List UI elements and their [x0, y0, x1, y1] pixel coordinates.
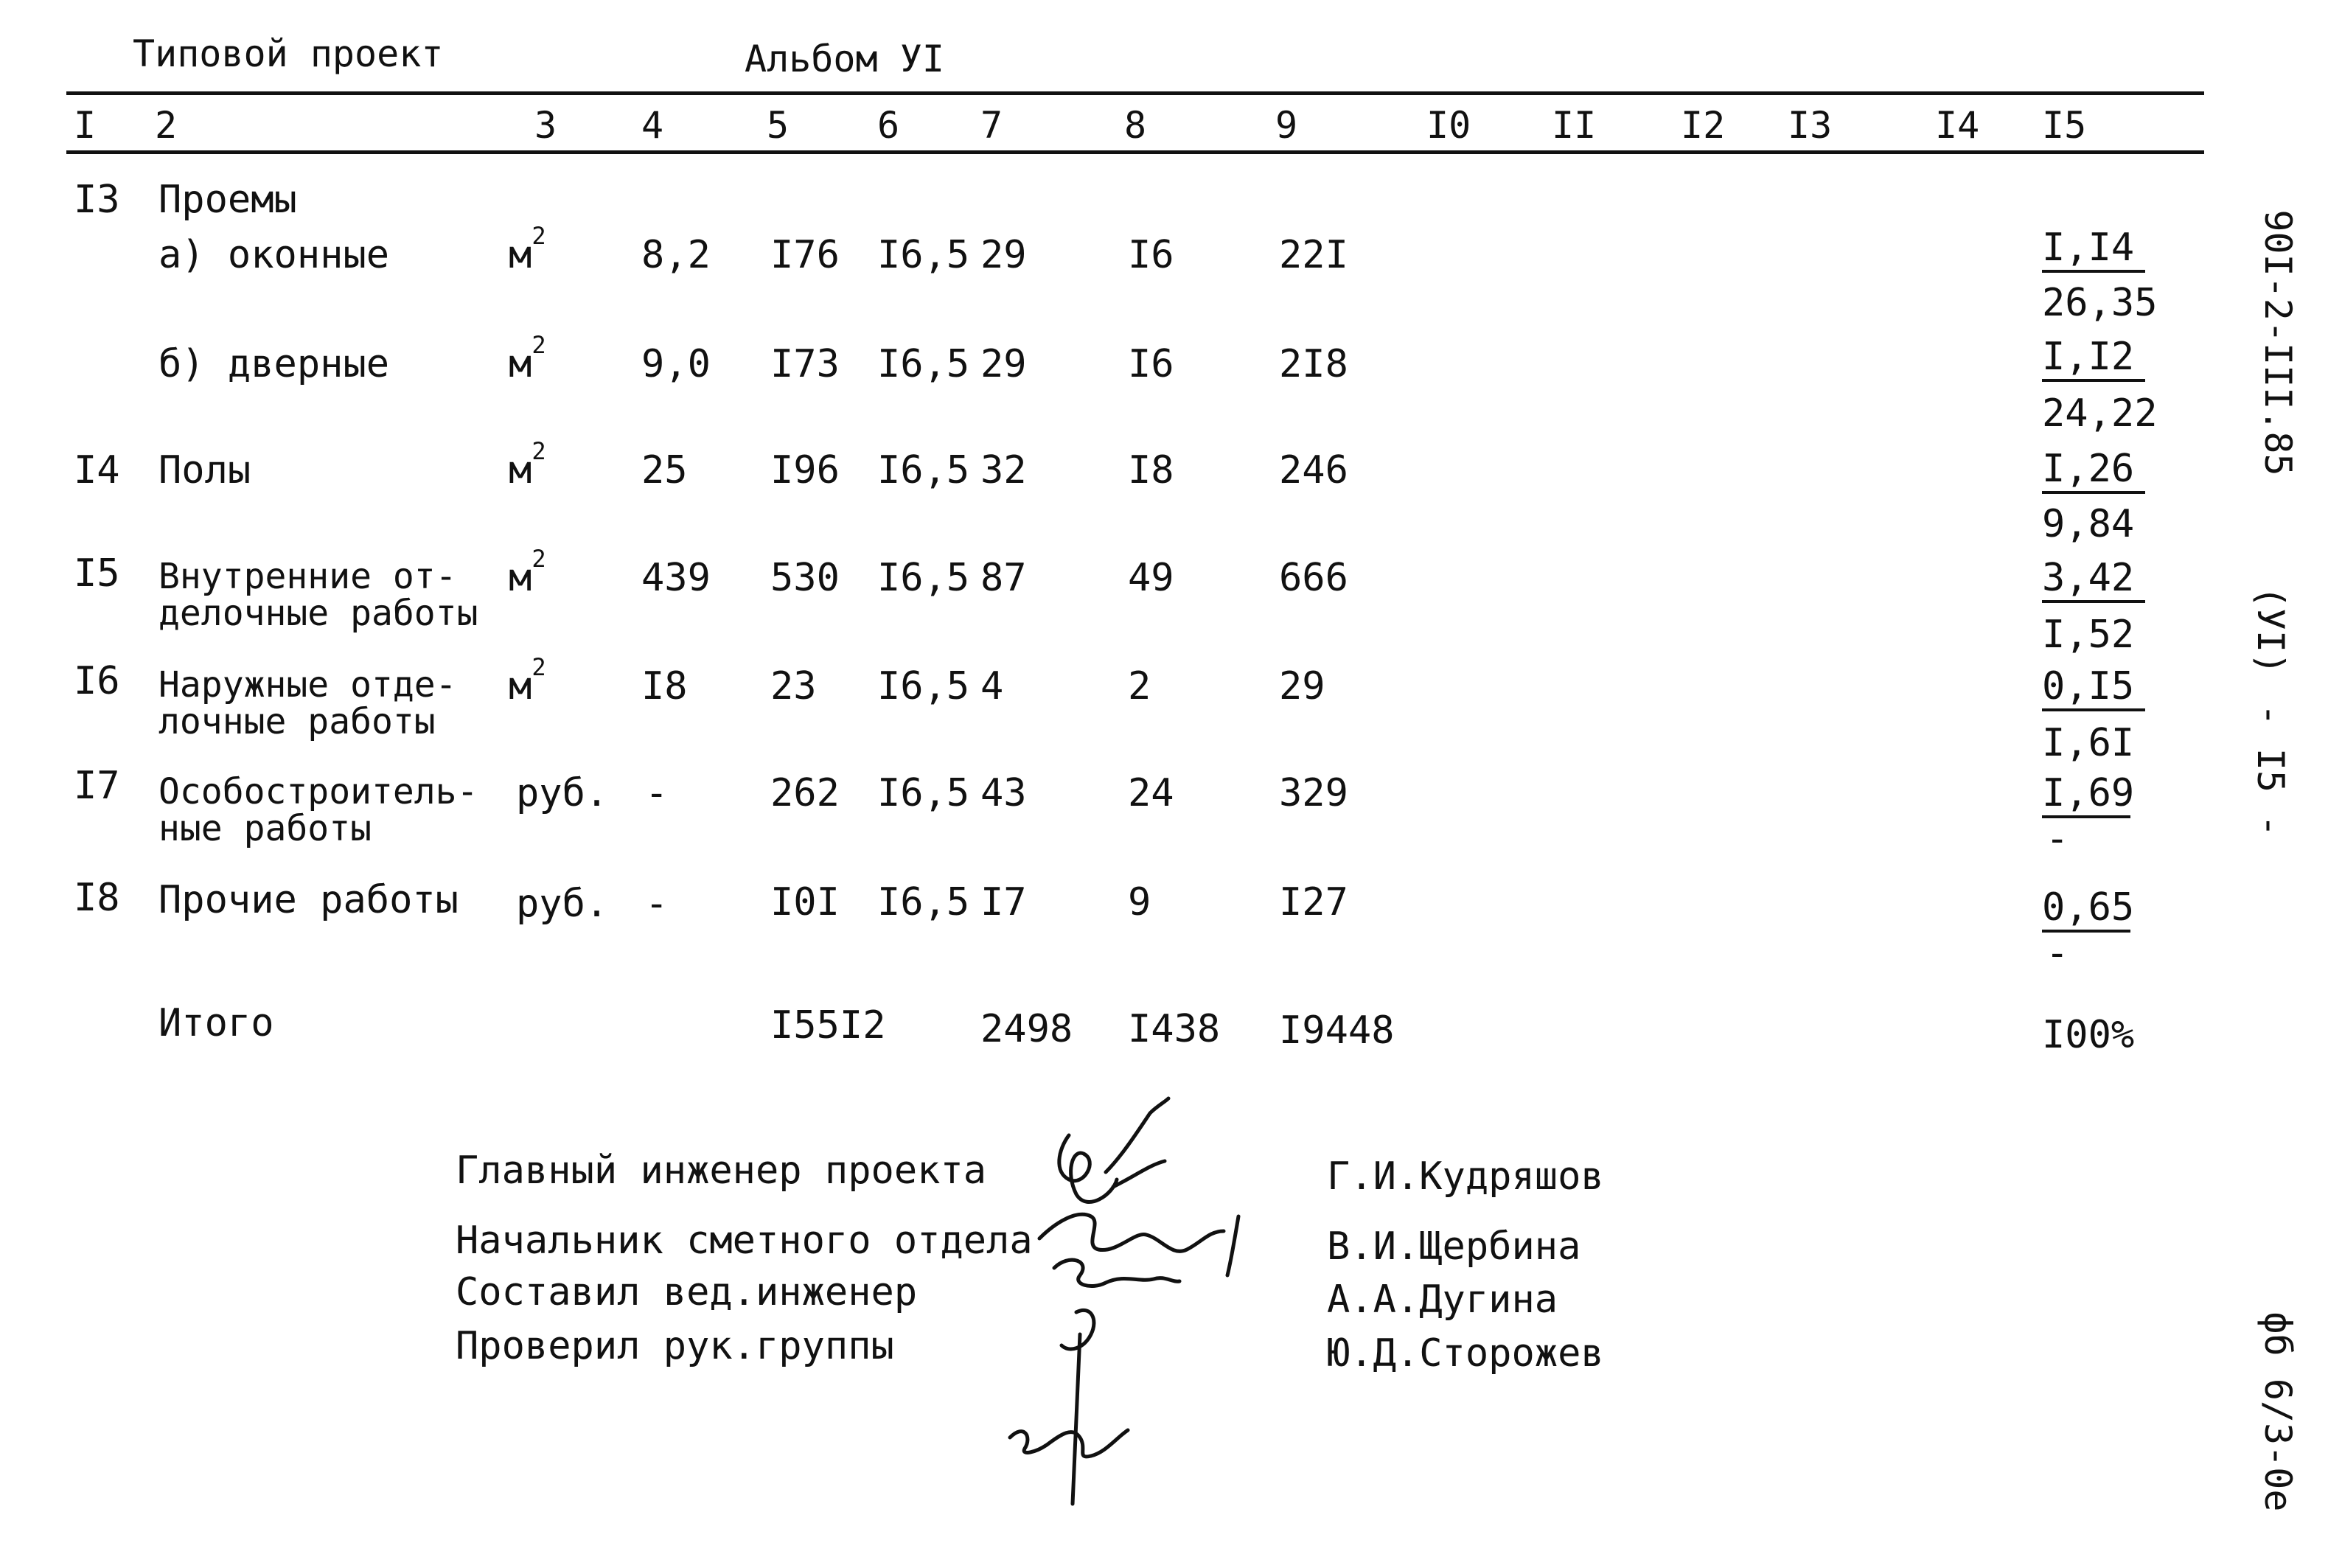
cell-col9: I27 [1279, 880, 1348, 924]
col-6: 6 [877, 104, 900, 147]
cell-col8: I8 [1128, 448, 1174, 492]
row-unit: руб. [516, 771, 609, 815]
cell-col5: I76 [770, 233, 840, 277]
row-name-cont: ные работы [158, 808, 372, 849]
cell-col4: 9,0 [641, 342, 711, 386]
signer-name: А.А.Дугина [1327, 1278, 1558, 1322]
cell-col4: I8 [641, 664, 688, 708]
signer-name: В.И.Щербина [1327, 1224, 1581, 1269]
signer-role: Главный инженер проекта [456, 1149, 987, 1193]
cell-col15-cost: I,52 [2042, 613, 2135, 657]
cell-col6: I6,5 [877, 448, 970, 492]
signer-role: Составил вед.инженер [456, 1270, 918, 1314]
col-7: 7 [980, 104, 1003, 147]
cell-col9: 22I [1279, 233, 1348, 277]
total-col9: I9448 [1279, 1008, 1395, 1053]
signer-role: Проверил рук.группы [456, 1324, 894, 1368]
cell-col15-share: 0,65 [2042, 888, 2130, 933]
cell-col9: 2I8 [1279, 342, 1348, 386]
col-12: I2 [1681, 104, 1726, 147]
row-number: I5 [74, 551, 120, 596]
handwritten-signatures [988, 1091, 1312, 1533]
cell-col4: - [645, 771, 669, 815]
cell-col8: 9 [1128, 880, 1151, 924]
row-unit: $м^2$ [509, 545, 546, 600]
margin-project-code: 90I-2-III.85 [2256, 209, 2299, 476]
cell-col9: 329 [1279, 771, 1348, 815]
top-rule [66, 91, 2204, 95]
cell-col15-cost: - [2046, 817, 2069, 861]
cell-col4: 8,2 [641, 233, 711, 277]
col-8: 8 [1124, 104, 1147, 147]
col-13: I3 [1788, 104, 1833, 147]
row-name: Проемы [158, 178, 297, 222]
cell-col7: 43 [980, 771, 1027, 815]
row-name: Особостроитель- [158, 771, 478, 812]
cell-col7: 29 [980, 233, 1027, 277]
cell-col15-share: I,I4 [2042, 229, 2145, 273]
cell-col5: I96 [770, 448, 840, 492]
cell-col6: I6,5 [877, 771, 970, 815]
cell-col15-cost: I,6I [2042, 721, 2135, 765]
cell-col15-share: I,26 [2042, 450, 2145, 494]
cell-col9: 246 [1279, 448, 1348, 492]
cell-col15-share: 3,42 [2042, 559, 2145, 603]
cell-col7: 87 [980, 556, 1027, 600]
row-unit: руб. [516, 882, 609, 926]
signer-name: Ю.Д.Сторожев [1327, 1331, 1604, 1376]
col-2: 2 [155, 104, 178, 147]
margin-page-number: - I5 - [2249, 703, 2292, 837]
cell-col5: 23 [770, 664, 817, 708]
cell-col6: I6,5 [877, 233, 970, 277]
row-name: а) оконные [158, 233, 390, 277]
cell-col8: 49 [1128, 556, 1174, 600]
row-unit: $м^2$ [509, 437, 546, 492]
cell-col8: I6 [1128, 233, 1174, 277]
total-col15: I00% [2042, 1013, 2135, 1057]
cell-col5: 262 [770, 771, 840, 815]
cell-col15-cost: - [2046, 931, 2069, 975]
total-col7: 2498 [980, 1007, 1073, 1051]
row-name: б) дверные [158, 342, 390, 386]
album-label: Альбом УI [745, 38, 944, 80]
row-number: I8 [74, 876, 120, 920]
margin-volume: (УI) [2249, 585, 2292, 675]
cell-col4: 25 [641, 448, 688, 492]
row-unit: $м^2$ [509, 653, 546, 708]
total-col8: I438 [1128, 1007, 1221, 1051]
col-15: I5 [2042, 104, 2087, 147]
cell-col5: I0I [770, 880, 840, 924]
cell-col9: 29 [1279, 664, 1325, 708]
row-name-cont: лочные работы [158, 701, 436, 742]
cell-col5: 530 [770, 556, 840, 600]
cell-col5: I73 [770, 342, 840, 386]
row-name-cont: делочные работы [158, 593, 478, 634]
col-11: II [1552, 104, 1597, 147]
col-4: 4 [641, 104, 664, 147]
cell-col6: I6,5 [877, 880, 970, 924]
row-number: I4 [74, 448, 120, 492]
total-col5: I55I2 [770, 1003, 886, 1048]
cell-col7: I7 [980, 880, 1027, 924]
cell-col8: 2 [1128, 664, 1151, 708]
cell-col9: 666 [1279, 556, 1348, 600]
row-name: Внутренние от- [158, 556, 457, 597]
cell-col6: I6,5 [877, 342, 970, 386]
col-10: I0 [1426, 104, 1471, 147]
row-number: I6 [74, 659, 120, 703]
row-name: Прочие работы [158, 878, 459, 922]
signer-name: Г.И.Кудряшов [1327, 1154, 1604, 1199]
row-unit: $м^2$ [509, 331, 546, 386]
col-9: 9 [1275, 104, 1298, 147]
cell-col7: 29 [980, 342, 1027, 386]
cell-col15-share: I,I2 [2042, 338, 2145, 382]
row-unit: $м^2$ [509, 222, 546, 277]
row-name: Наружные отде- [158, 664, 457, 705]
row-name: Полы [158, 448, 251, 492]
cell-col7: 32 [980, 448, 1027, 492]
margin-stamp: фб 6/3-0е [2256, 1311, 2299, 1512]
cell-col6: I6,5 [877, 664, 970, 708]
row-number: I7 [74, 764, 120, 808]
cell-col4: 439 [641, 556, 711, 600]
signer-role: Начальник сметного отдела [456, 1219, 1033, 1263]
cell-col4: - [645, 882, 669, 926]
cell-col15-cost: 26,35 [2042, 281, 2158, 325]
cell-col15-cost: 9,84 [2042, 502, 2135, 546]
cell-col6: I6,5 [877, 556, 970, 600]
cell-col7: 4 [980, 664, 1004, 708]
header-rule [66, 150, 2204, 154]
col-14: I4 [1935, 104, 1980, 147]
row-number: I3 [74, 178, 120, 222]
total-label: Итого [158, 1001, 274, 1045]
col-5: 5 [767, 104, 790, 147]
cell-col8: I6 [1128, 342, 1174, 386]
cell-col15-share: 0,I5 [2042, 667, 2145, 711]
cell-col15-share: I,69 [2042, 774, 2130, 818]
cell-col8: 24 [1128, 771, 1174, 815]
col-1: I [74, 104, 97, 147]
project-label: Типовой проект [133, 32, 444, 75]
cell-col15-cost: 24,22 [2042, 391, 2158, 436]
col-3: 3 [534, 104, 557, 147]
